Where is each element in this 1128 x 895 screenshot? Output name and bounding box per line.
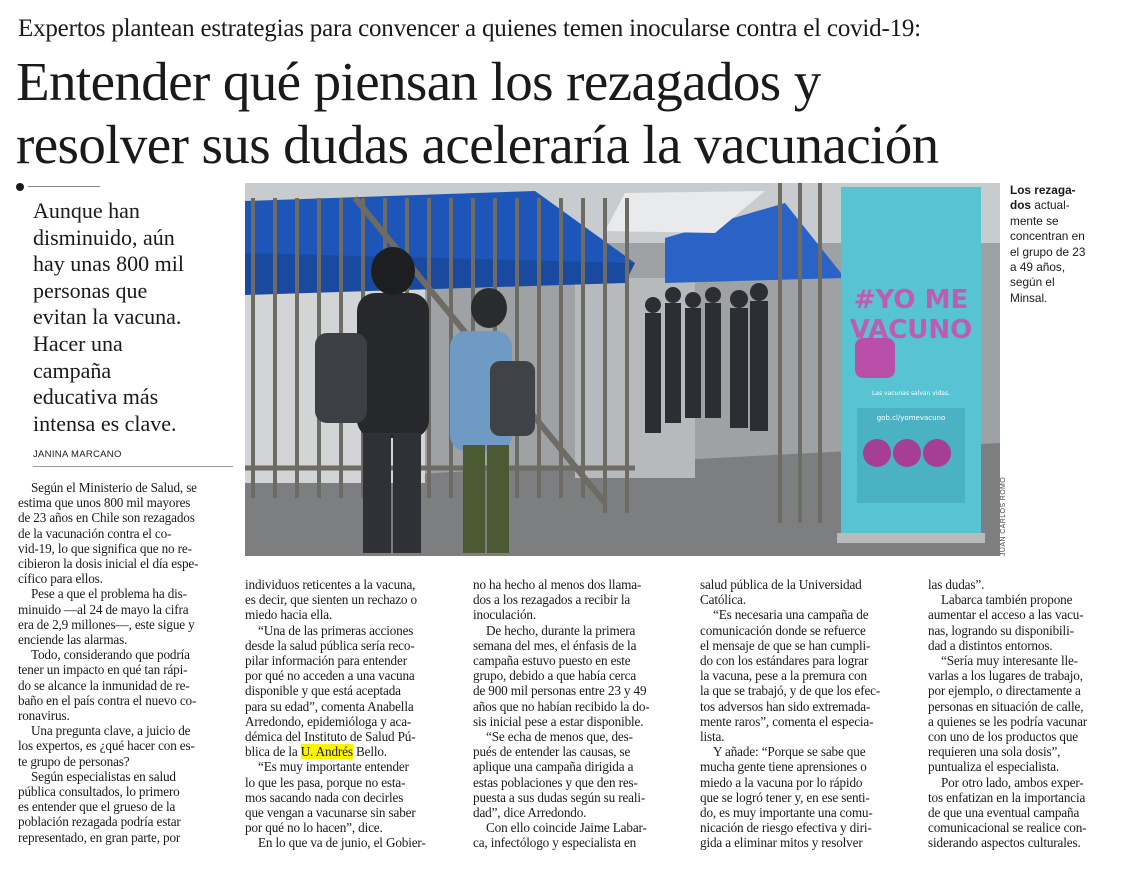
column-line: que se logró tener y, en ese senti- [700, 789, 870, 805]
column-line: nas, logrando su disponibili- [928, 622, 1074, 638]
column-line: lo que les pasa, porque no esta- [245, 774, 406, 790]
column-line: baño en el país contra el nuevo co- [18, 692, 197, 708]
column-line: tener un impacto en qué tan rápi- [18, 662, 188, 678]
lede-line: educativa más [33, 384, 159, 410]
lede-line: Hacer una [33, 330, 123, 356]
column-line: mente raros”, comenta el especia- [700, 713, 874, 729]
column-line: gida a eliminar mitos y resolver [700, 835, 863, 851]
column-line: puntualiza el especialista. [928, 759, 1060, 775]
column-line: requieren una sola dosis”, [928, 744, 1061, 760]
column-line: inoculación. [473, 607, 537, 623]
column-line: ca, infectólogo y especialista en [473, 835, 637, 851]
article-lede [33, 198, 233, 437]
highlighted-text: U. Andrés [300, 744, 353, 760]
caption-line: a 49 años, [1010, 260, 1066, 275]
column-line: minuido —al 24 de mayo la cifra [18, 601, 189, 617]
column-line: miedo hacia ella. [245, 607, 333, 623]
body-column-5 [928, 577, 1120, 851]
banner-hashtag-line1: #YO ME [853, 285, 969, 315]
article-photo [245, 183, 1000, 556]
column-line: te grupo de personas? [18, 753, 130, 769]
column-line: salud pública de la Universidad [700, 577, 862, 592]
column-line: para su edad”, comenta Anabella [245, 698, 414, 714]
lede-line: Aunque han [33, 198, 140, 223]
column-line: “Es necesaria una campaña de [713, 607, 869, 623]
column-line: población rezagada podría estar [18, 814, 181, 830]
caption-line: Los rezaga- [1010, 183, 1076, 197]
banner-hashtag-line2: VACUNO [849, 315, 973, 345]
column-line: grupo, debido a que había cerca [473, 668, 637, 684]
column-line: puesta a sus dudas según su reali- [473, 789, 646, 805]
column-line: De hecho, durante la primera [486, 622, 636, 638]
column-line: años que no habían recibido la do- [473, 698, 650, 714]
column-line: aumentar el acceso a las vacu- [928, 607, 1084, 623]
column-line: Con ello coincide Jaime Labar- [486, 820, 647, 836]
column-line: cífico para ellos. [18, 571, 103, 587]
column-line: dad a distintos entornos. [928, 637, 1053, 653]
column-line: los expertos, es ¿qué hacer con es- [18, 738, 195, 754]
column-line: la que se trabajó, y de que los efec- [700, 683, 881, 699]
photo-credit: JUAN CARLOS ROMO [1000, 476, 1007, 556]
body-column-4 [700, 577, 912, 851]
column-line: Pese a que el problema ha dis- [31, 586, 187, 602]
column-line: campaña estuvo puesto en este [473, 653, 631, 669]
column-line: En lo que va de junio, el Gobier- [258, 835, 426, 851]
column-line: Y añade: “Porque se sabe que [713, 744, 866, 760]
column-line: por qué no acceden a una vacuna [245, 668, 415, 684]
column-line: mos sacando nada con decirles [245, 789, 404, 805]
column-line: el mensaje de que se han cumpli- [700, 637, 871, 653]
column-line: “Una de las primeras acciones [258, 622, 414, 638]
column-line: disponible y que está aceptada [245, 683, 401, 699]
column-line: que vengan a vacunarse sin saber [245, 805, 416, 821]
column-line: Según el Ministerio de Salud, se [31, 480, 197, 495]
column-line: semana del mes, el énfasis de la [473, 637, 637, 653]
column-line: mucha gente tiene aprensiones o [700, 759, 867, 775]
column-line: démica del Instituto de Salud Pú- [245, 729, 416, 745]
column-line: cibieron la dosis inicial el día espe- [18, 556, 199, 572]
body-column-1 [18, 480, 230, 845]
column-line: “Se echa de menos que, des- [486, 729, 633, 745]
column-line: enciende las alarmas. [18, 632, 128, 648]
caption-line: el grupo de 23 [1010, 244, 1086, 259]
column-line: varlas a los lugares de trabajo, [928, 668, 1083, 684]
caption-line: Minsal. [1010, 290, 1048, 305]
column-line: la vacuna, pese a la premura con [700, 668, 867, 684]
column-line: es entender que el grueso de la [18, 799, 176, 815]
column-line: desde la salud pública sería reco- [245, 637, 415, 653]
byline: JANINA MARCANO [33, 449, 122, 460]
column-line: dos a los rezagados a recibir la [473, 592, 631, 608]
column-line: Todo, considerando que podría [31, 647, 190, 663]
column-line: pública consultados, lo primero [18, 784, 180, 800]
column-line: comunicación donde se refuerce [700, 622, 866, 638]
headline-line: resolver sus dudas aceleraría la vacunación [16, 114, 939, 175]
column-line: Según especialistas en salud [31, 768, 176, 784]
lede-line: intensa es clave. [33, 410, 177, 436]
column-line: por ejemplo, o directamente a [928, 683, 1081, 699]
column-line: tos enfatizan en la importancia [928, 789, 1086, 805]
photo-caption [1010, 183, 1120, 306]
column-line: nicación de riesgo efectiva y diri- [700, 820, 872, 836]
column-line: vid-19, lo que significa que no re- [18, 540, 192, 556]
body-column-2 [245, 577, 457, 851]
column-line: do con los estándares para lograr [700, 653, 869, 669]
lede-line: disminuido, aún [33, 224, 175, 250]
banner-slogan: Las vacunas salvan vidas, [871, 390, 951, 397]
caption-line: según el [1010, 275, 1055, 290]
column-line: “Sería muy interesante lle- [941, 653, 1078, 669]
headline-line: Entender qué piensan los rezagados y [16, 51, 821, 112]
column-line: pilar información para entender [245, 653, 407, 669]
column-line: las dudas”. [928, 577, 985, 592]
body-column-3 [473, 577, 685, 851]
column-line: es decir, que sienten un rechazo o [245, 592, 417, 608]
column-line: blica de la U. Andrés Bello. [245, 744, 387, 760]
lede-line: evitan la vacuna. [33, 304, 182, 330]
banner-url: gob.cl/yomevacuno [876, 414, 946, 422]
bullet-dot-icon [16, 183, 24, 191]
column-line: por qué no lo hacen”, dice. [245, 820, 383, 836]
column-line: Labarca también propone [941, 592, 1073, 608]
column-line: do, es muy importante una comu- [700, 805, 873, 821]
column-line: “Es muy importante entender [258, 759, 409, 775]
column-line: de 23 años en Chile son rezagados [18, 510, 195, 526]
column-line: tos adversos han sido extremada- [700, 698, 871, 714]
article-headline [16, 50, 1116, 176]
column-line: Arredondo, epidemióloga y aca- [245, 713, 412, 729]
column-line: a quienes se les podría vacunar [928, 713, 1088, 729]
caption-line: concentran en [1010, 229, 1085, 244]
column-line: dad”, dice Arredondo. [473, 805, 587, 821]
lede-line: campaña [33, 357, 112, 383]
column-line: pués de entender las causas, se [473, 744, 631, 760]
byline-divider [33, 466, 233, 467]
caption-line: mente se [1010, 213, 1059, 228]
column-line: de 900 mil personas entre 23 y 49 [473, 683, 647, 699]
column-line: do se alcance la inmunidad de re- [18, 677, 190, 693]
caption-line: dos actual- [1010, 198, 1070, 213]
column-line: sis inicial pese a estar disponible. [473, 713, 644, 729]
column-line: era de 2,9 millones—, este sigue y [18, 616, 195, 632]
column-line: estima que unos 800 mil mayores [18, 495, 191, 511]
column-line: comunicacional se realice con- [928, 820, 1087, 836]
column-line: miedo a la vacuna por lo rápido [700, 774, 863, 790]
column-line: con uno de los productos que [928, 729, 1078, 745]
column-line: ronavirus. [18, 708, 70, 724]
column-line: individuos reticentes a la vacuna, [245, 577, 416, 592]
column-line: personas en situación de calle, [928, 698, 1084, 714]
column-line: lista. [700, 729, 725, 745]
column-line: aplique una campaña dirigida a [473, 759, 634, 775]
lede-line: personas que [33, 277, 148, 303]
column-line: Católica. [700, 592, 746, 608]
column-line: siderando aspectos culturales. [928, 835, 1081, 851]
column-line: de que una eventual campaña [928, 805, 1080, 821]
column-line: Por otro lado, ambos exper- [941, 774, 1084, 790]
article-kicker: Expertos plantean estrategias para convencer a quienes temen inocularse contra el covid-19: [18, 15, 921, 42]
column-line: de la vacunación contra el co- [18, 525, 172, 541]
column-line: estas poblaciones y que den res- [473, 774, 638, 790]
lede-line: hay unas 800 mil [33, 251, 184, 277]
column-line: no ha hecho al menos dos llama- [473, 577, 642, 592]
lede-divider [28, 186, 100, 187]
column-line: representado, en gran parte, por [18, 829, 181, 845]
column-line: Una pregunta clave, a juicio de [31, 723, 191, 739]
